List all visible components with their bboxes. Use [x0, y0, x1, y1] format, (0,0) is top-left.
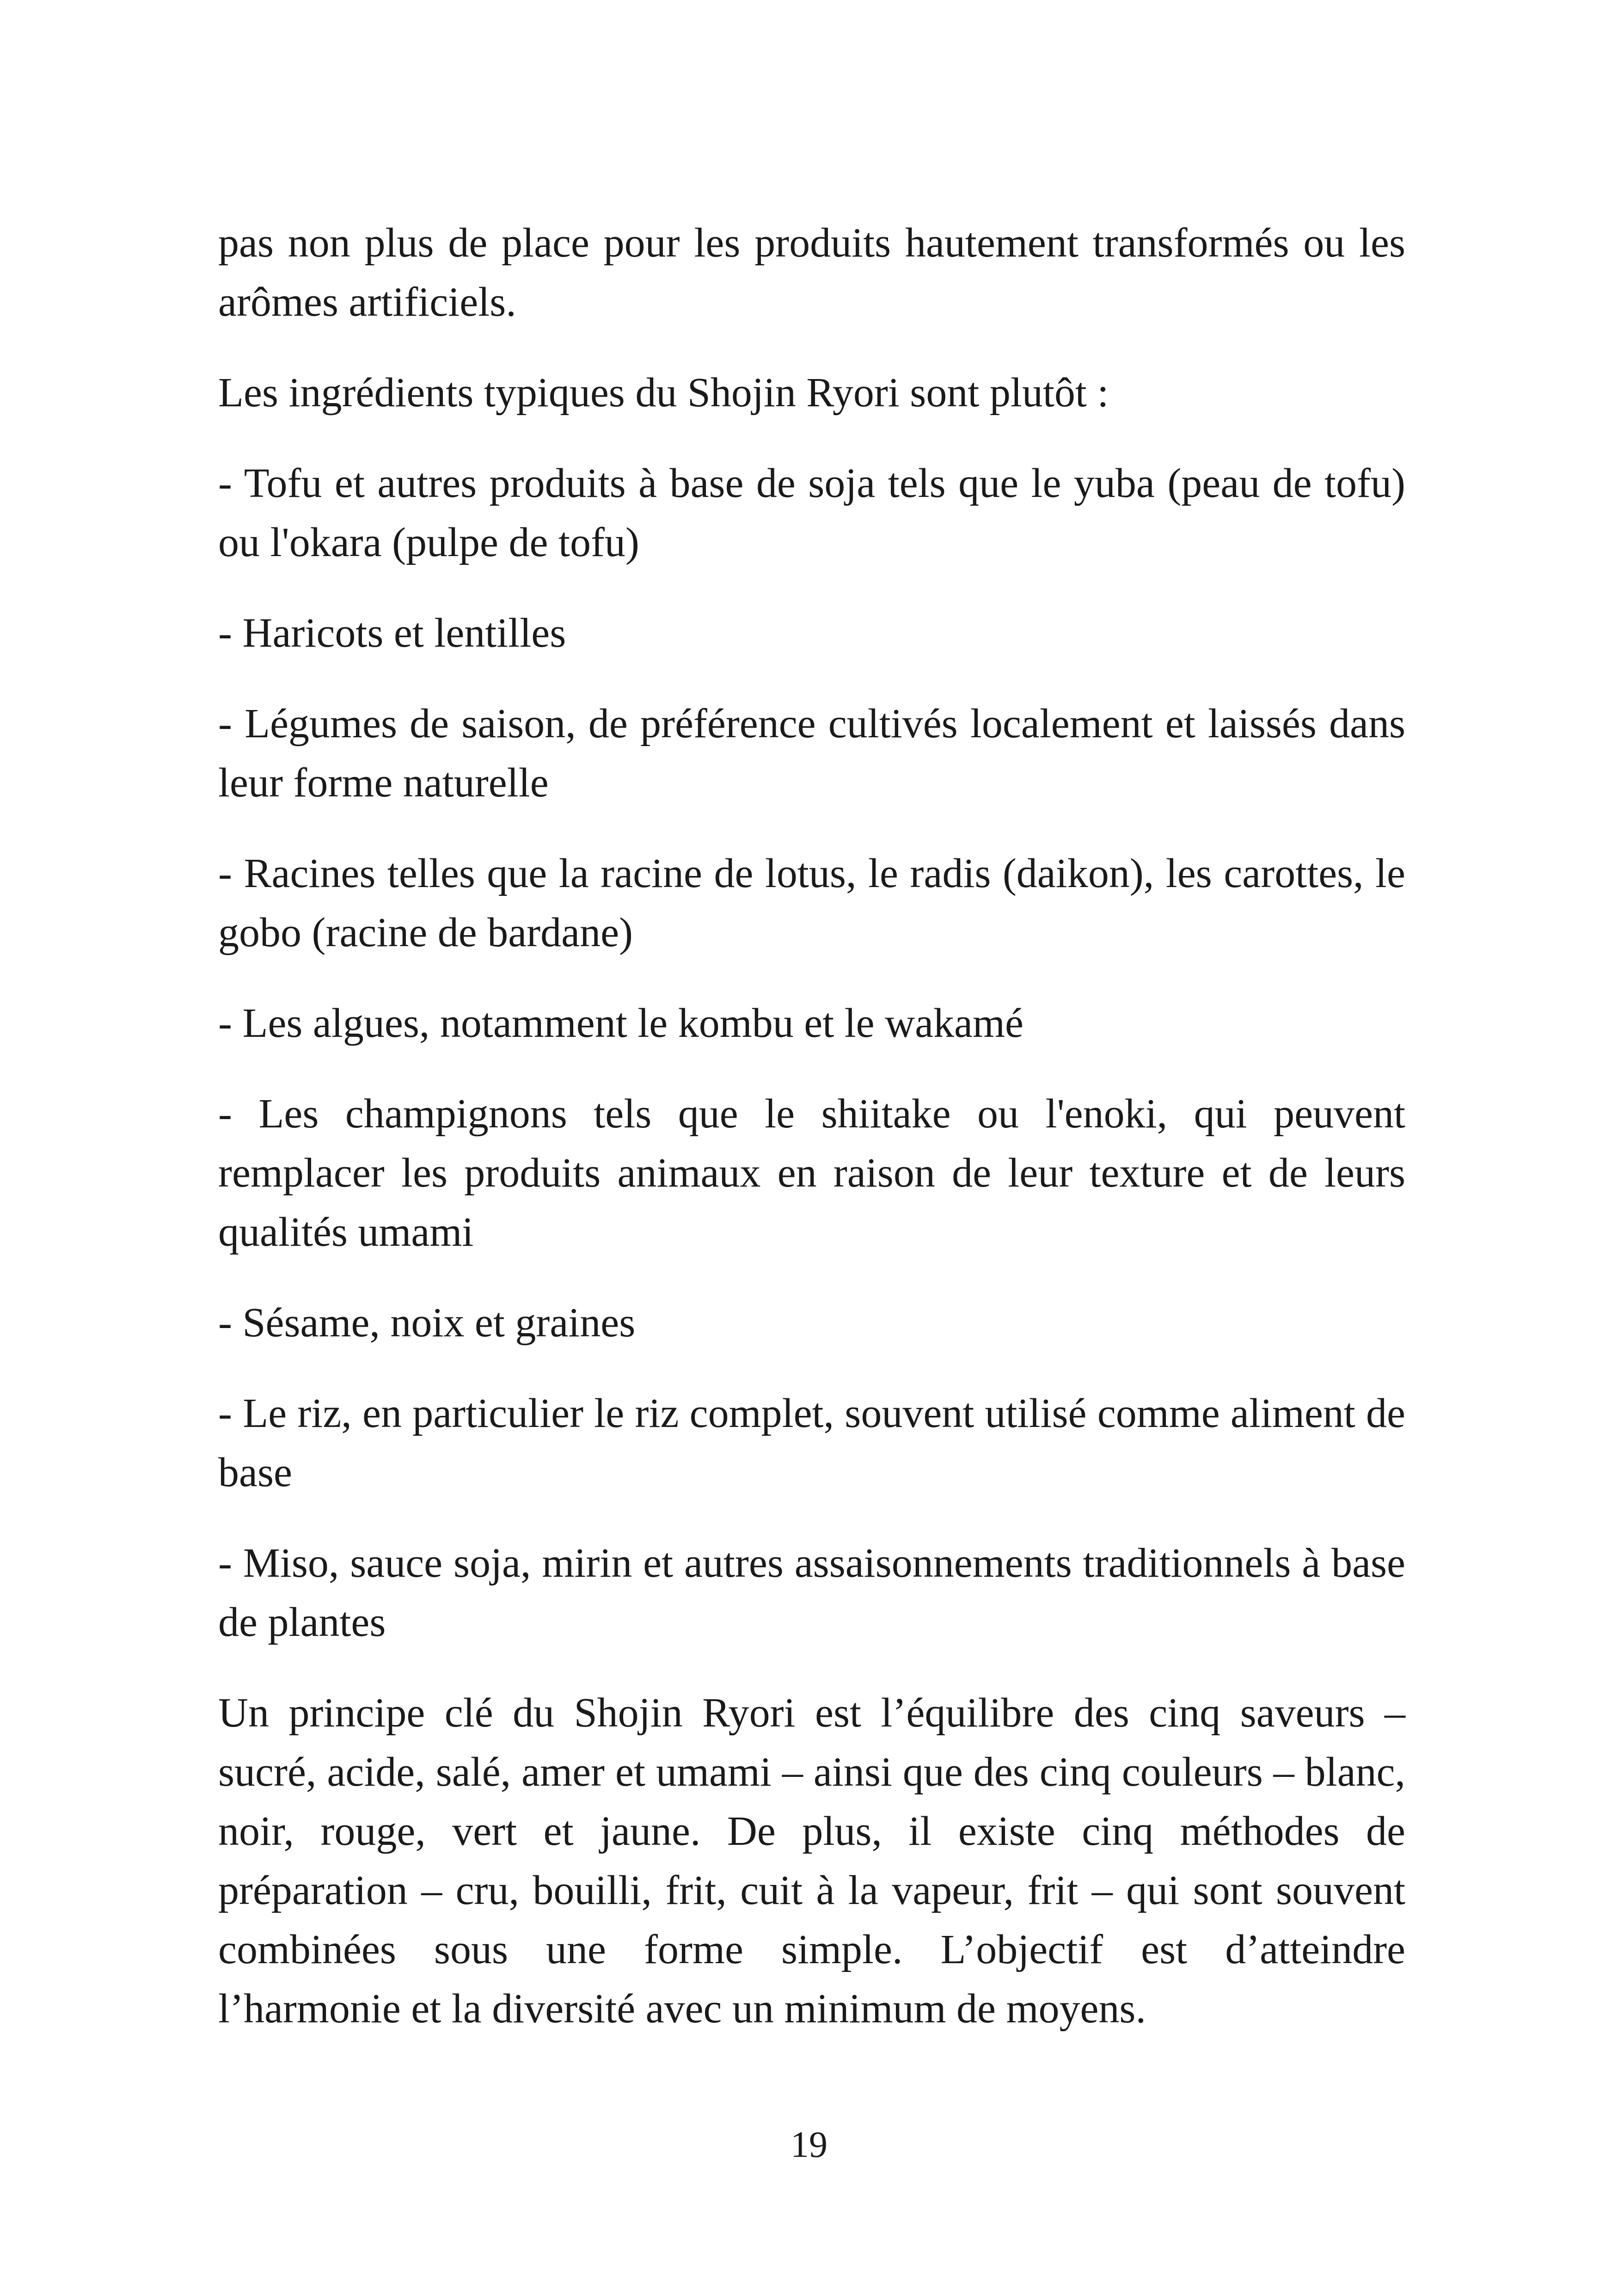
- list-item-champignons: - Les champignons tels que le shiitake ou l'enoki, qui peuvent remplacer les produits animaux en raison de leur texture et de leurs qualités umami: [218, 1091, 1405, 1255]
- page-number: 19: [791, 2125, 827, 2165]
- list-item-riz: - Le riz, en particulier le riz complet, souvent utilisé comme aliment de base: [218, 1390, 1405, 1495]
- paragraph-continuation: pas non plus de place pour les produits hautement transformés ou les arômes artificiels.: [218, 220, 1405, 325]
- list-item-miso: - Miso, sauce soja, mirin et autres assaisonnements traditionnels à base de plantes: [218, 1540, 1405, 1645]
- list-item-tofu: - Tofu et autres produits à base de soja tels que le yuba (peau de tofu) ou l'okara (pulpe de tofu): [218, 460, 1405, 565]
- list-item-sesame: - Sésame, noix et graines: [218, 1300, 636, 1346]
- page-body: [218, 214, 1405, 2039]
- list-item-racines: - Racines telles que la racine de lotus, le radis (daikon), les carottes, le gobo (racine de bardane): [218, 851, 1405, 955]
- list-item-haricots: - Haricots et lentilles: [218, 610, 566, 656]
- paragraph-ingredients-intro: Les ingrédients typiques du Shojin Ryori sont plutôt :: [218, 370, 1109, 416]
- paragraph-principle: Un principe clé du Shojin Ryori est l’équilibre des cinq saveurs – sucré, acide, salé, amer et umami – ainsi que des cinq couleurs – blanc, noir, rouge, vert et jaune. De plus, il existe cinq méthodes de préparation – cru, bouilli, frit, cuit à la vapeur, frit – qui sont souvent combinées sous une forme simple. L’objectif est d’atteindre l’harmonie et la diversité avec un minimum de moyens.: [218, 1690, 1405, 2032]
- list-item-legumes: - Légumes de saison, de préférence cultivés localement et laissés dans leur forme naturelle: [218, 701, 1405, 806]
- list-item-algues: - Les algues, notamment le kombu et le wakamé: [218, 1000, 1024, 1046]
